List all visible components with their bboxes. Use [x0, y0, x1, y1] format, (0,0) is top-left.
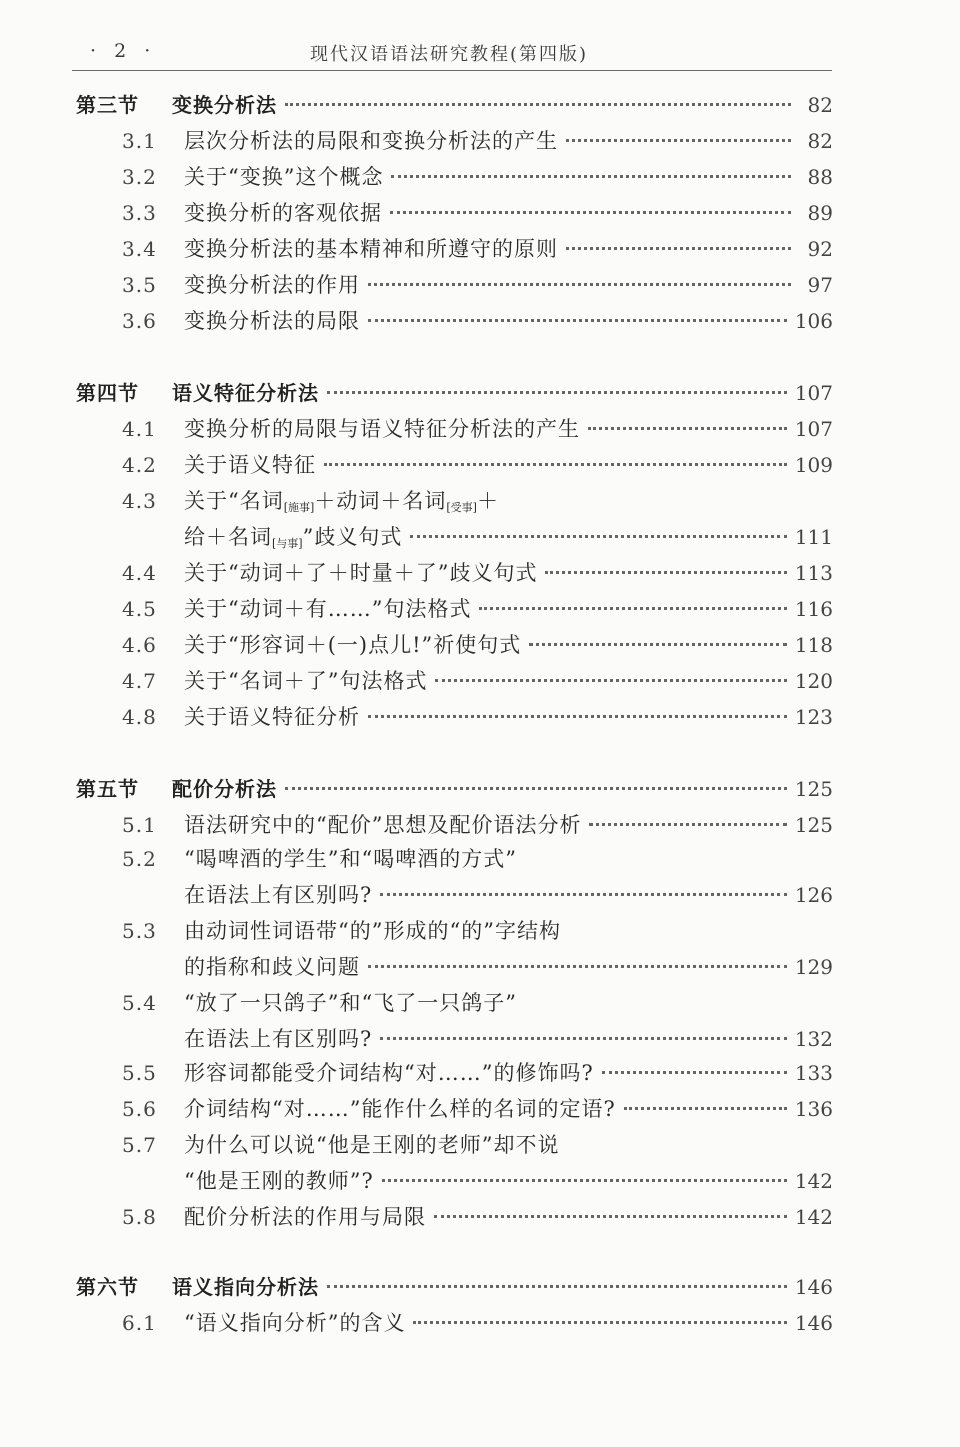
item-title-line-1: “放了一只鸽子”和“飞了一只鸽子” [184, 991, 517, 1015]
item-title-line-1: “喝啤酒的学生”和“喝啤酒的方式” [184, 847, 517, 871]
item-number: 5.8 [122, 1205, 157, 1229]
item-title-line-2: “他是王刚的教师”? [184, 1169, 374, 1193]
page-ref: 109 [794, 453, 833, 477]
page-ref: 129 [794, 955, 833, 979]
dot-leader [324, 463, 787, 466]
dot-leader [382, 1179, 787, 1182]
toc-item-5-1[interactable] [122, 808, 833, 842]
page-ref: 123 [794, 705, 833, 729]
page-ref: 107 [794, 381, 833, 405]
toc-item-4-3-cont[interactable] [184, 520, 833, 554]
section-label: 第五节 [76, 777, 139, 801]
page-ref: 146 [794, 1275, 833, 1299]
item-title: 变换分析的客观依据 [184, 201, 382, 225]
toc-item-5-7-cont[interactable] [184, 1164, 833, 1198]
toc-item-4-2[interactable] [122, 448, 833, 482]
page-ref: 116 [794, 597, 833, 621]
page-ref: 118 [794, 633, 833, 657]
dot-leader [545, 571, 786, 574]
section-label: 第六节 [76, 1275, 139, 1299]
page-ref: 111 [794, 525, 833, 549]
toc-section-4[interactable] [76, 376, 833, 410]
page-ref: 136 [794, 1097, 833, 1121]
item-title: 关于语义特征分析 [184, 705, 360, 729]
dot-leader [391, 175, 791, 178]
page-ref: 142 [794, 1205, 833, 1229]
dot-leader [529, 643, 787, 646]
toc-section-6[interactable] [76, 1270, 833, 1304]
dot-leader [588, 427, 787, 430]
toc-item-3-5[interactable] [122, 268, 833, 302]
toc-item-4-4[interactable] [122, 556, 833, 590]
item-number: 5.2 [122, 847, 157, 871]
item-number: 3.1 [122, 129, 157, 153]
item-title: 关于“动词＋了＋时量＋了”歧义句式 [184, 561, 538, 585]
page-ref: 92 [807, 237, 833, 261]
item-title-line-1: 由动词性词语带“的”形成的“的”字结构 [184, 919, 561, 943]
page-ref: 89 [807, 201, 833, 225]
toc-item-5-3[interactable] [122, 914, 833, 948]
item-title: 变换分析的局限与语义特征分析法的产生 [184, 417, 580, 441]
item-title-line-1: 为什么可以说“他是王刚的老师”却不说 [184, 1133, 560, 1157]
page-ref: 142 [794, 1169, 833, 1193]
section-label: 第三节 [76, 93, 139, 117]
item-number: 3.6 [122, 309, 157, 333]
item-number: 4.6 [122, 633, 157, 657]
item-number: 3.4 [122, 237, 157, 261]
dot-leader [368, 319, 787, 322]
role-note-dative: [与事] [272, 537, 303, 550]
item-number: 5.1 [122, 813, 157, 837]
item-title: 变换分析法的基本精神和所遵守的原则 [184, 237, 558, 261]
dot-leader [390, 211, 791, 214]
item-number: 5.3 [122, 919, 157, 943]
item-number: 4.5 [122, 597, 157, 621]
item-title: 变换分析法的作用 [184, 273, 360, 297]
page-ref: 125 [794, 813, 833, 837]
toc-item-5-7[interactable] [122, 1128, 833, 1162]
page-ref: 97 [807, 273, 833, 297]
toc-item-5-3-cont[interactable] [184, 950, 833, 984]
toc-item-3-6[interactable] [122, 304, 833, 338]
page-ref: 107 [794, 417, 833, 441]
section-title: 配价分析法 [172, 777, 277, 801]
toc-section-3[interactable] [76, 88, 833, 122]
item-title-line-1: 关于“名词[施事]＋动词＋名词[受事]＋ [184, 489, 499, 514]
dot-leader [285, 787, 787, 790]
toc-item-5-4[interactable] [122, 986, 833, 1020]
page-ref: 82 [807, 129, 833, 153]
toc-item-5-4-cont[interactable] [184, 1022, 833, 1056]
dot-leader [624, 1107, 787, 1110]
dot-leader [413, 1321, 786, 1324]
dot-leader [602, 1071, 787, 1074]
toc-item-4-8[interactable] [122, 700, 833, 734]
dot-leader [410, 535, 786, 538]
item-number: 4.2 [122, 453, 157, 477]
item-title: 层次分析法的局限和变换分析法的产生 [184, 129, 558, 153]
item-title-line-2: 的指称和歧义问题 [184, 955, 360, 979]
dot-leader [368, 965, 787, 968]
item-title: 语法研究中的“配价”思想及配价语法分析 [184, 813, 582, 837]
toc-item-3-3[interactable] [122, 196, 833, 230]
section-title: 语义指向分析法 [172, 1275, 319, 1299]
page-ref: 113 [794, 561, 833, 585]
dot-leader [380, 893, 787, 896]
section-label: 第四节 [76, 381, 139, 405]
toc-item-3-1[interactable] [122, 124, 833, 158]
item-number: 3.3 [122, 201, 157, 225]
toc-item-5-2[interactable] [122, 842, 833, 876]
dot-leader [368, 715, 787, 718]
page-number: · 2 · [90, 40, 157, 62]
toc-item-5-6[interactable] [122, 1092, 833, 1126]
page-ref: 146 [794, 1311, 833, 1335]
item-title: 关于“变换”这个概念 [184, 165, 384, 189]
item-title: 变换分析法的局限 [184, 309, 360, 333]
dot-leader [589, 823, 786, 826]
item-title: 形容词都能受介词结构“对……”的修饰吗? [184, 1061, 594, 1085]
item-number: 4.8 [122, 705, 157, 729]
toc-item-4-7[interactable] [122, 664, 833, 698]
item-number: 6.1 [122, 1311, 157, 1335]
role-note-patient: [受事] [446, 501, 477, 514]
item-title: “语义指向分析”的含义 [184, 1311, 406, 1335]
dot-leader [434, 1215, 787, 1218]
toc-section-5[interactable] [76, 772, 833, 806]
page-ref: 133 [794, 1061, 833, 1085]
section-title: 变换分析法 [172, 93, 277, 117]
page-ref: 106 [794, 309, 833, 333]
running-header [72, 30, 832, 71]
page-ref: 125 [794, 777, 833, 801]
dot-leader [566, 139, 791, 142]
page-ref: 126 [794, 883, 833, 907]
dot-leader [479, 607, 786, 610]
toc-item-3-2[interactable] [122, 160, 833, 194]
item-title: 关于语义特征 [184, 453, 316, 477]
book-title: 现代汉语语法研究教程(第四版) [310, 44, 589, 65]
toc-item-5-2-cont[interactable] [184, 878, 833, 912]
toc-item-4-5[interactable] [122, 592, 833, 626]
toc-item-4-1[interactable] [122, 412, 833, 446]
dot-leader [327, 1285, 787, 1288]
dot-leader [380, 1037, 787, 1040]
toc-item-4-6[interactable] [122, 628, 833, 662]
toc-item-5-8[interactable] [122, 1200, 833, 1234]
item-number: 5.5 [122, 1061, 157, 1085]
dot-leader [368, 283, 791, 286]
page-ref: 132 [794, 1027, 833, 1051]
page-ref: 88 [807, 165, 833, 189]
item-title-line-2: 在语法上有区别吗? [184, 883, 373, 907]
item-title: 配价分析法的作用与局限 [184, 1205, 426, 1229]
item-number: 5.4 [122, 991, 157, 1015]
dot-leader [327, 391, 787, 394]
item-title: 关于“动词＋有……”句法格式 [184, 597, 472, 621]
dot-leader [285, 103, 791, 106]
page-ref: 120 [794, 669, 833, 693]
item-title-line-2: 给＋名词[与事]”歧义句式 [184, 525, 403, 550]
item-title: 关于“形容词＋(一)点儿!”祈使句式 [184, 633, 522, 657]
page-ref: 82 [807, 93, 833, 117]
toc-item-6-1[interactable] [122, 1306, 833, 1340]
item-number: 3.2 [122, 165, 157, 189]
item-title: 介词结构“对……”能作什么样的名词的定语? [184, 1097, 616, 1121]
item-title-line-2: 在语法上有区别吗? [184, 1027, 373, 1051]
item-number: 3.5 [122, 273, 157, 297]
dot-leader [566, 247, 791, 250]
dot-leader [435, 679, 786, 682]
toc-item-5-5[interactable] [122, 1056, 833, 1090]
role-note-agent: [施事] [283, 501, 315, 514]
item-title: 关于“名词＋了”句法格式 [184, 669, 428, 693]
section-title: 语义特征分析法 [172, 381, 319, 405]
item-number: 4.1 [122, 417, 157, 441]
toc-item-4-3[interactable] [122, 484, 833, 518]
item-number: 5.6 [122, 1097, 157, 1121]
item-number: 4.7 [122, 669, 157, 693]
item-number: 4.3 [122, 489, 157, 513]
item-number: 4.4 [122, 561, 157, 585]
toc-item-3-4[interactable] [122, 232, 833, 266]
item-number: 5.7 [122, 1133, 157, 1157]
